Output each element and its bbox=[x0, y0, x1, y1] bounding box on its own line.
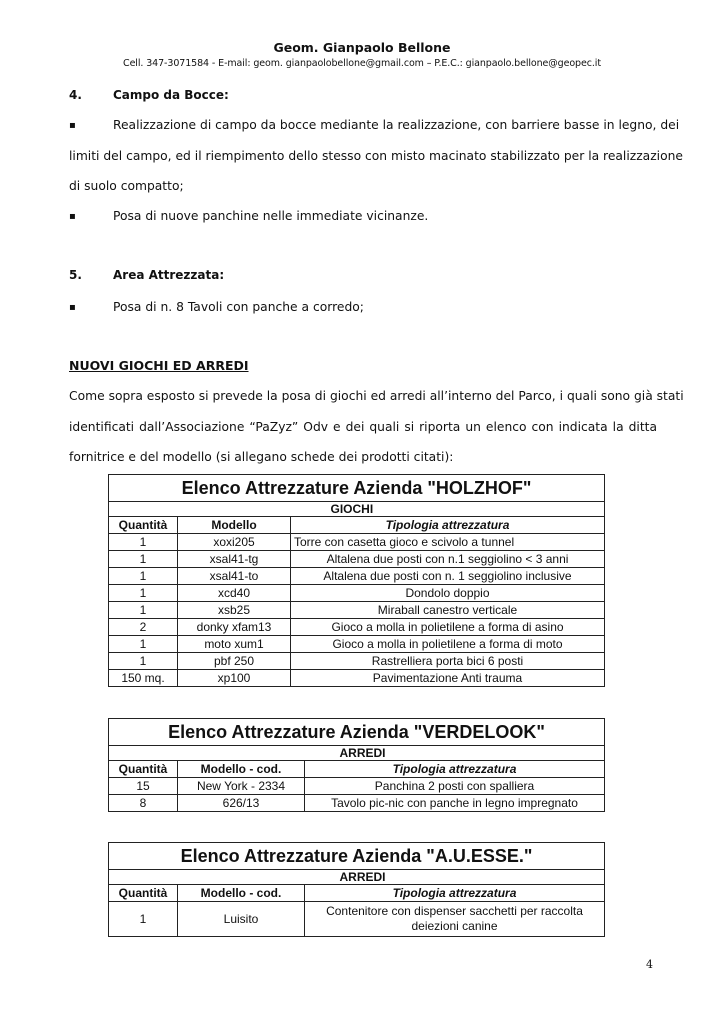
cell-model: xoxi205 bbox=[178, 534, 291, 551]
section-5-bullet-1: Posa di n. 8 Tavoli con panche a corredo; bbox=[113, 300, 364, 314]
cell-type: Altalena due posti con n.1 seggiolino < 3 anni bbox=[291, 551, 605, 568]
cell-type: Torre con casetta gioco e scivolo a tunnel bbox=[291, 534, 605, 551]
table-subtitle: ARREDI bbox=[305, 746, 605, 761]
section-4-bullet-1-line-1: Realizzazione di campo da bocce mediante la realizzazione, con barriere basse in legno, dei bbox=[113, 118, 680, 132]
cell-type: Rastrelliera porta bici 6 posti bbox=[291, 653, 605, 670]
cell-quantity: 1 bbox=[109, 585, 178, 602]
auesse-table bbox=[108, 842, 605, 937]
header-contact: Cell. 347-3071584 - E-mail: geom. gianpaolobellone@gmail.com – P.E.C.: gianpaolo.bellone@geopec.it bbox=[123, 58, 601, 69]
section-4-title: Campo da Bocce: bbox=[113, 88, 229, 102]
header-name: Geom. Gianpaolo Bellone bbox=[273, 40, 451, 55]
cell-type: Altalena due posti con n. 1 seggiolino inclusive bbox=[291, 568, 605, 585]
cell-type: Pavimentazione Anti trauma bbox=[291, 670, 605, 687]
cell-quantity: 2 bbox=[109, 619, 178, 636]
cell-quantity: 15 bbox=[109, 778, 178, 795]
cell-type: Panchina 2 posti con spalliera bbox=[305, 778, 605, 795]
col-header-model: Modello bbox=[178, 517, 291, 534]
cell-type: Gioco a molla in polietilene a forma di asino bbox=[291, 619, 605, 636]
bullet-icon: ▪ bbox=[69, 120, 76, 131]
table-title: Elenco Attrezzature Azienda "HOLZHOF" bbox=[109, 475, 605, 502]
table-row bbox=[109, 585, 605, 602]
cell-model: xsb25 bbox=[178, 602, 291, 619]
nuovi-para-line-2: identificati dall’Associazione “PaZyz” Odv e dei quali si riporta un elenco con indicata la ditta bbox=[69, 420, 657, 434]
verdelook-table bbox=[108, 718, 605, 812]
cell-quantity: 1 bbox=[109, 902, 178, 937]
cell-quantity: 1 bbox=[109, 568, 178, 585]
table-subtitle-spacer bbox=[109, 746, 305, 761]
section-4-bullet-1-line-2: limiti del campo, ed il riempimento dello stesso con misto macinato stabilizzato per la realizzazione bbox=[69, 149, 683, 163]
table-row bbox=[109, 795, 605, 812]
cell-type: Tavolo pic-nic con panche in legno impregnato bbox=[305, 795, 605, 812]
col-header-quantity: Quantità bbox=[109, 885, 178, 902]
cell-type: Dondolo doppio bbox=[291, 585, 605, 602]
cell-type: Gioco a molla in polietilene a forma di moto bbox=[291, 636, 605, 653]
section-5-number: 5. bbox=[69, 268, 82, 282]
section-4-bullet-2: Posa di nuove panchine nelle immediate vicinanze. bbox=[113, 209, 429, 223]
section-4-number: 4. bbox=[69, 88, 82, 102]
col-header-quantity: Quantità bbox=[109, 761, 178, 778]
section-4-bullet-1-line-3: di suolo compatto; bbox=[69, 179, 184, 193]
cell-model: Luisito bbox=[178, 902, 305, 937]
nuovi-para-line-3: fornitrice e del modello (si allegano schede dei prodotti citati): bbox=[69, 450, 454, 464]
cell-type-line-1: Contenitore con dispenser sacchetti per raccolta bbox=[326, 904, 583, 918]
table-row bbox=[109, 670, 605, 687]
cell-model: 626/13 bbox=[178, 795, 305, 812]
section-5-title: Area Attrezzata: bbox=[113, 268, 225, 282]
table-row bbox=[109, 778, 605, 795]
table-title: Elenco Attrezzature Azienda "A.U.ESSE." bbox=[109, 843, 605, 870]
cell-type-line-2: deiezioni canine bbox=[411, 919, 498, 933]
col-header-model: Modello - cod. bbox=[178, 761, 305, 778]
cell-model: xsal41-tg bbox=[178, 551, 291, 568]
cell-quantity: 1 bbox=[109, 636, 178, 653]
table-subtitle-spacer bbox=[109, 502, 291, 517]
cell-model: xsal41-to bbox=[178, 568, 291, 585]
cell-model: xcd40 bbox=[178, 585, 291, 602]
table-row bbox=[109, 534, 605, 551]
cell-quantity: 150 mq. bbox=[109, 670, 178, 687]
cell-model: xp100 bbox=[178, 670, 291, 687]
table-row bbox=[109, 568, 605, 585]
cell-model: donky xfam13 bbox=[178, 619, 291, 636]
cell-quantity: 1 bbox=[109, 551, 178, 568]
holzhof-table bbox=[108, 474, 605, 687]
table-subtitle: ARREDI bbox=[305, 870, 605, 885]
nuovi-para-line-1: Come sopra esposto si prevede la posa di giochi ed arredi all’interno del Parco, i quali sono già stati bbox=[69, 389, 684, 403]
table-row bbox=[109, 636, 605, 653]
bullet-icon: ▪ bbox=[69, 302, 76, 313]
col-header-quantity: Quantità bbox=[109, 517, 178, 534]
nuovi-heading: NUOVI GIOCHI ED ARREDI bbox=[69, 358, 249, 373]
cell-model: New York - 2334 bbox=[178, 778, 305, 795]
cell-quantity: 1 bbox=[109, 653, 178, 670]
cell-type: Miraball canestro verticale bbox=[291, 602, 605, 619]
table-row bbox=[109, 551, 605, 568]
cell-model: moto xum1 bbox=[178, 636, 291, 653]
table-row bbox=[109, 653, 605, 670]
table-title: Elenco Attrezzature Azienda "VERDELOOK" bbox=[109, 719, 605, 746]
col-header-type: Tipologia attrezzatura bbox=[305, 761, 605, 778]
cell-quantity: 8 bbox=[109, 795, 178, 812]
table-row bbox=[109, 619, 605, 636]
bullet-icon: ▪ bbox=[69, 211, 76, 222]
cell-type bbox=[305, 902, 605, 937]
table-subtitle: GIOCHI bbox=[291, 502, 605, 517]
cell-model: pbf 250 bbox=[178, 653, 291, 670]
table-row bbox=[109, 902, 605, 937]
cell-quantity: 1 bbox=[109, 534, 178, 551]
cell-quantity: 1 bbox=[109, 602, 178, 619]
col-header-type: Tipologia attrezzatura bbox=[305, 885, 605, 902]
col-header-type: Tipologia attrezzatura bbox=[291, 517, 605, 534]
page-number: 4 bbox=[646, 958, 653, 971]
col-header-model: Modello - cod. bbox=[178, 885, 305, 902]
table-row bbox=[109, 602, 605, 619]
table-subtitle-spacer bbox=[109, 870, 305, 885]
